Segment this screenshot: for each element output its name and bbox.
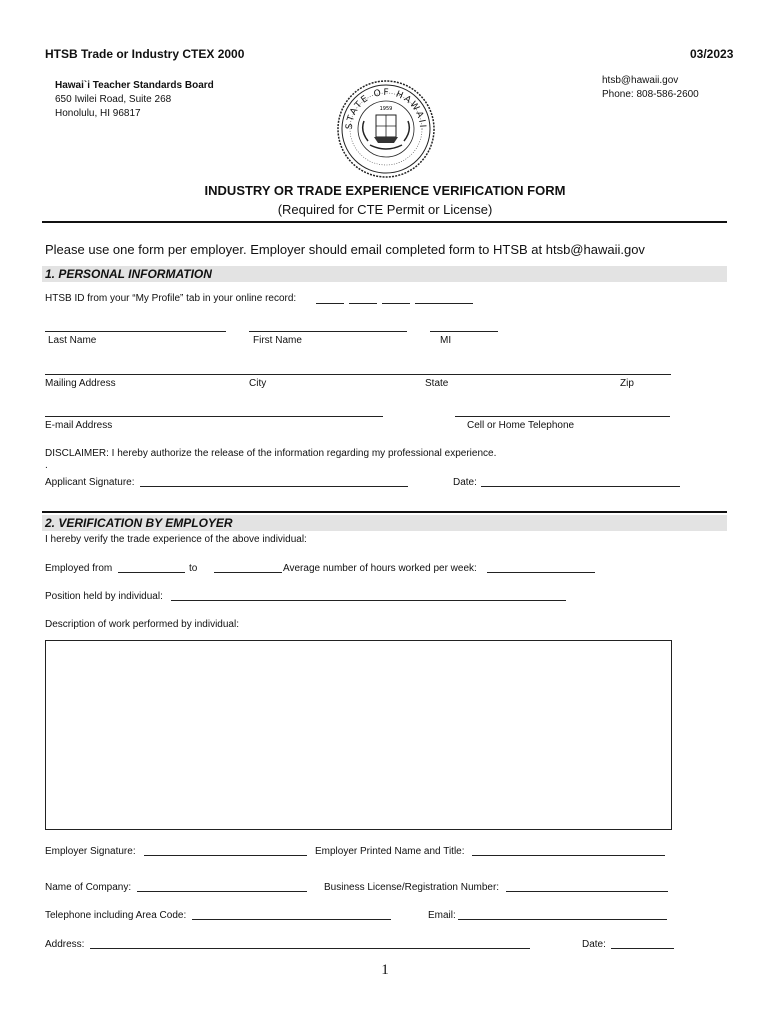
mi-label: MI [440,335,452,346]
form-title: INDUSTRY OR TRADE EXPERIENCE VERIFICATION FORM [204,183,566,198]
employed-to-label: to [189,563,198,574]
section1-heading: 1. PERSONAL INFORMATION [45,267,212,281]
employer-signature-label: Employer Signature: [45,846,136,857]
company-field[interactable] [137,891,307,892]
applicant-signature-label: Applicant Signature: [45,477,135,488]
verify-text: I hereby verify the trade experience of the above individual: [45,534,307,545]
position-label: Position held by individual: [45,591,163,602]
org-address-line2: Honolulu, HI 96817 [55,108,141,119]
org-address-line1: 650 Iwilei Road, Suite 268 [55,94,172,105]
applicant-date-field[interactable] [481,486,680,487]
seal-year: 1959 [379,106,393,112]
employed-from-field[interactable] [118,572,185,573]
section2-heading: 2. VERIFICATION BY EMPLOYER [45,516,233,530]
org-phone: Phone: 808-586-2600 [602,89,699,100]
org-email: htsb@hawaii.gov [602,75,679,86]
position-field[interactable] [171,600,566,601]
license-label: Business License/Registration Number: [324,882,500,893]
employer-date-label: Date: [582,939,606,950]
mi-field[interactable] [430,331,498,332]
applicant-signature-field[interactable] [140,486,408,487]
avg-hours-field[interactable] [487,572,595,573]
mailing-address-field[interactable] [45,374,671,375]
section2-header [42,515,727,531]
title-rule [42,221,727,223]
employer-email-field[interactable] [458,919,667,920]
first-name-label: First Name [253,335,302,346]
last-name-label: Last Name [48,335,97,346]
last-name-field[interactable] [45,331,226,332]
email-label: E-mail Address [45,420,113,431]
disclaimer: DISCLAIMER: I hereby authorize the release of the information regarding my professional experience. [45,448,497,459]
address-label: Address: [45,939,85,950]
htsb-id-label: HTSB ID from your “My Profile” tab in your online record: [45,293,297,304]
description-label: Description of work performed by individual: [45,619,239,630]
phone-label: Cell or Home Telephone [467,420,575,431]
applicant-date-label: Date: [453,477,477,488]
form-date: 03/2023 [690,47,734,61]
printed-name-label: Employer Printed Name and Title: [315,846,465,857]
first-name-field[interactable] [249,331,407,332]
section2-rule [42,511,727,513]
instructions: Please use one form per employer. Employer should email completed form to HTSB at htsb@hawaii.gov [45,242,645,257]
employed-to-field[interactable] [214,572,282,573]
mailing-address-label: Mailing Address [45,378,116,389]
employer-email-label: Email: [428,910,456,921]
htsb-id-field-3[interactable] [382,303,410,304]
license-field[interactable] [506,891,668,892]
printed-name-field[interactable] [472,855,665,856]
description-box[interactable] [45,640,672,830]
page-number: 1 [381,962,389,978]
state-seal-icon [336,79,436,179]
htsb-id-field-4[interactable] [415,303,473,304]
seal-top-text: STATE OF HAWAII [344,87,428,130]
org-name: Hawai`i Teacher Standards Board [55,80,214,91]
phone-field[interactable] [455,416,670,417]
company-label: Name of Company: [45,882,132,893]
telephone-field[interactable] [192,919,391,920]
city-label: City [249,378,267,389]
form-subtitle: (Required for CTE Permit or License) [277,202,493,217]
email-field[interactable] [45,416,383,417]
form-code: HTSB Trade or Industry CTEX 2000 [45,47,245,61]
htsb-id-field-1[interactable] [316,303,344,304]
employed-from-label: Employed from [45,563,113,574]
htsb-id-field-2[interactable] [349,303,377,304]
employer-signature-field[interactable] [144,855,307,856]
employer-date-field[interactable] [611,948,674,949]
telephone-label: Telephone including Area Code: [45,910,187,921]
section1-header [42,266,727,282]
avg-hours-label: Average number of hours worked per week: [283,563,477,574]
address-field[interactable] [90,948,530,949]
state-label: State [425,378,449,389]
disclaimer-dot: . [45,460,48,471]
zip-label: Zip [620,378,634,389]
